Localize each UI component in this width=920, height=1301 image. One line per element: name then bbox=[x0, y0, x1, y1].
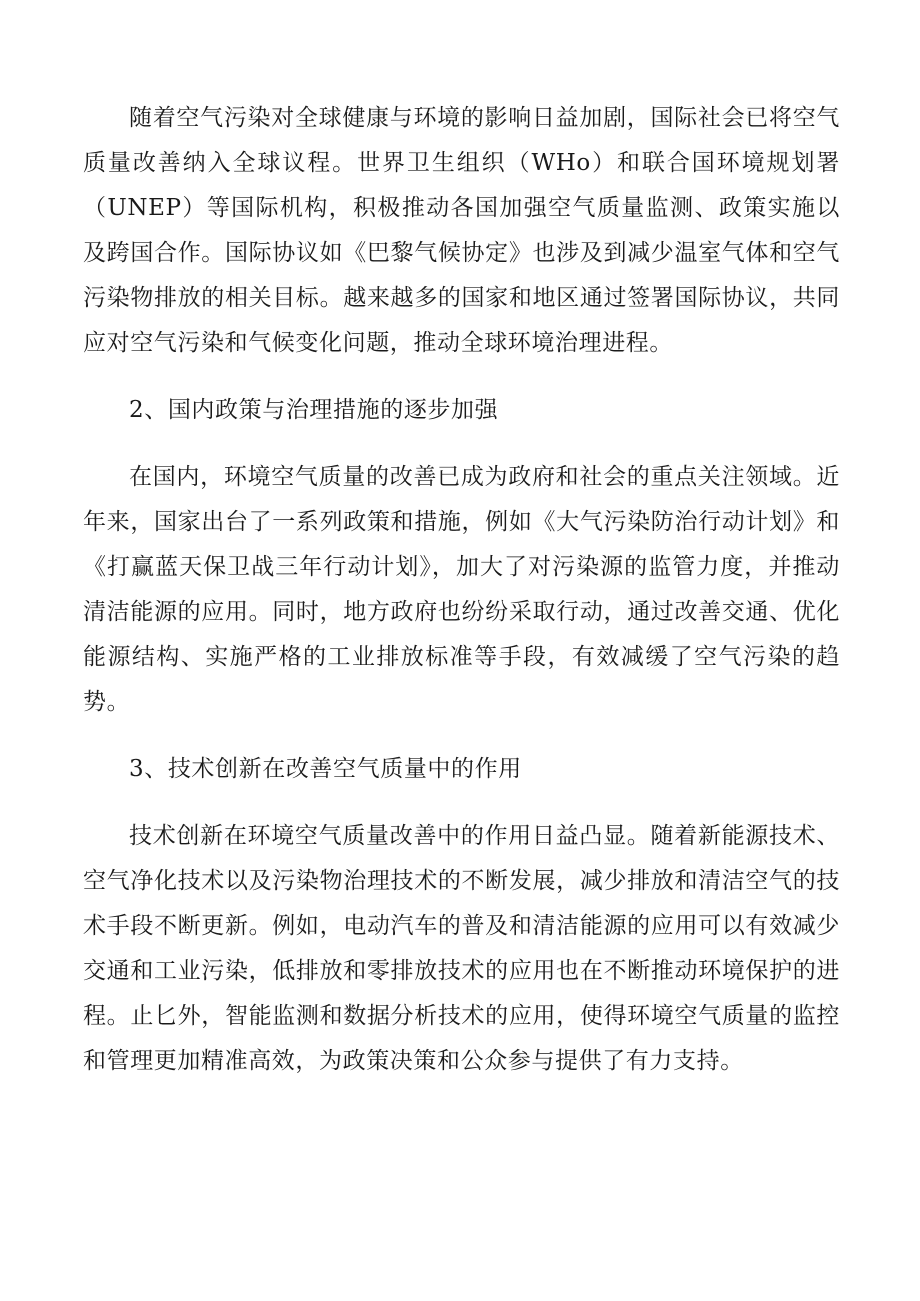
paragraph-technology-innovation: 技术创新在环境空气质量改善中的作用日益凸显。随着新能源技术、空气净化技术以及污染物治理技术的不断发展，减少排放和清洁空气的技术手段不断更新。例如，电动汽车的普及和清洁能源的应用可以有效减少交通和工业污染，低排放和零排放技术的应用也在不断推动环境保护的进程。止匕外，智能监测和数据分析技术的应用，使得环境空气质量的监控和管理更加精准高效，为政策决策和公众参与提供了有力支持。 bbox=[83, 823, 840, 1074]
section-heading-technology-innovation: 3、技术创新在改善空气质量中的作用 bbox=[129, 756, 522, 782]
section-heading-domestic-policy: 2、国内政策与治理措施的逐步加强 bbox=[129, 397, 499, 423]
document-body bbox=[83, 96, 840, 1084]
paragraph-domestic-policy: 在国内，环境空气质量的改善已成为政府和社会的重点关注领域。近年来，国家出台了一系列政策和措施，例如《大气污染防治行动计划》和《打赢蓝天保卫战三年行动计划》，加大了对污染源的监管力度，并推动清洁能源的应用。同时，地方政府也纷纷采取行动，通过改善交通、优化能源结构、实施严格的工业排放标准等手段，有效减缓了空气污染的趋势。 bbox=[83, 464, 840, 715]
paragraph-international-cooperation: 随着空气污染对全球健康与环境的影响日益加剧，国际社会已将空气质量改善纳入全球议程。世界卫生组织（WHo）和联合国环境规划署（UNEP）等国际机构，积极推动各国加强空气质量监测、政策实施以及跨国合作。国际协议如《巴黎气候协定》也涉及到减少温室气体和空气污染物排放的相关目标。越来越多的国家和地区通过签署国际协议，共同应对空气污染和气候变化问题，推动全球环境治理进程。 bbox=[83, 105, 840, 356]
